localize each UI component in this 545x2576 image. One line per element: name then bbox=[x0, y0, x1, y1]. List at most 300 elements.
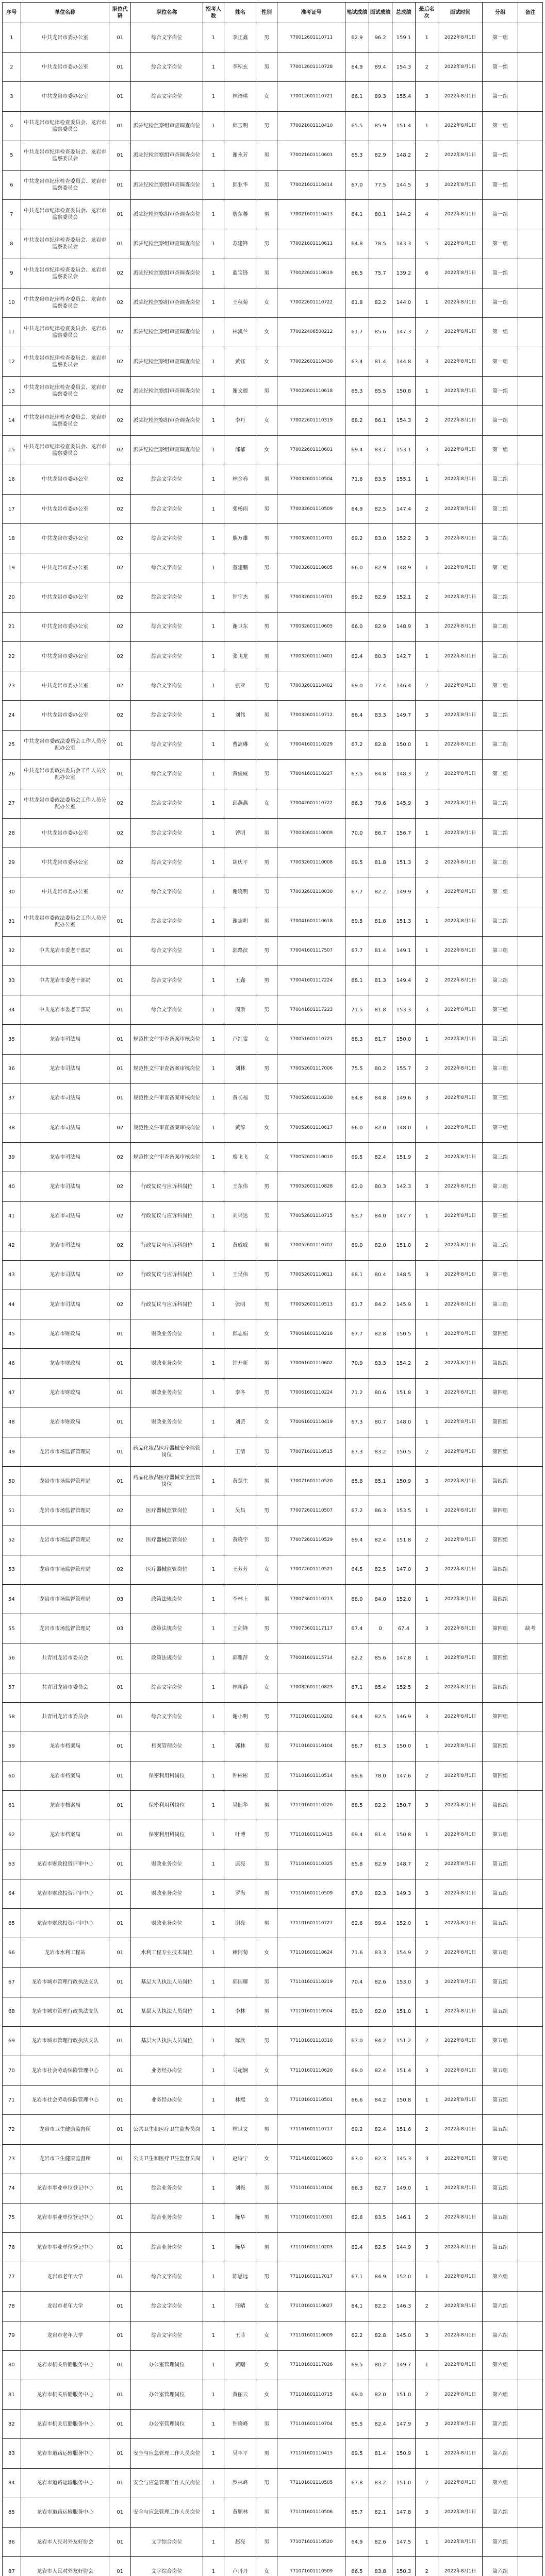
cell-written: 67.8 bbox=[345, 2468, 369, 2498]
table-row bbox=[3, 2262, 543, 2292]
cell-rank: 3 bbox=[416, 524, 438, 553]
cell-unit-code: 01 bbox=[109, 2115, 131, 2144]
cell-name: 林语琪 bbox=[224, 82, 256, 111]
cell-exam-no: 771101601110220 bbox=[277, 1791, 345, 1820]
cell-position: 医疗器械监管岗位 bbox=[131, 1496, 203, 1526]
cell-interview: 81.7 bbox=[369, 1025, 392, 1054]
cell-rank: 1 bbox=[416, 730, 438, 759]
cell-unit-code: 01 bbox=[109, 2056, 131, 2085]
cell-unit-code: 02 bbox=[109, 377, 131, 406]
cell-interview-time: 2022年8月1日 bbox=[438, 1231, 483, 1260]
table-row bbox=[3, 2557, 543, 2576]
cell-interview-time: 2022年8月1日 bbox=[438, 1143, 483, 1172]
cell-written: 63.4 bbox=[345, 347, 369, 377]
cell-interview: 82.9 bbox=[369, 141, 392, 170]
cell-quota: 1 bbox=[203, 111, 224, 141]
cell-quota: 1 bbox=[203, 465, 224, 494]
cell-interview-time: 2022年8月1日 bbox=[438, 288, 483, 317]
cell-name: 张亚 bbox=[224, 671, 256, 701]
cell-interview-time: 2022年8月1日 bbox=[438, 1319, 483, 1349]
cell-remarks bbox=[518, 111, 543, 141]
cell-gender: 男 bbox=[256, 907, 277, 936]
cell-name: 陈欣 bbox=[224, 2026, 256, 2056]
cell-group: 第三组 bbox=[483, 1231, 518, 1260]
cell-interview: 82.0 bbox=[369, 2380, 392, 2410]
cell-quota: 1 bbox=[203, 819, 224, 848]
cell-interview-time: 2022年8月1日 bbox=[438, 1614, 483, 1643]
cell-written: 61.8 bbox=[345, 288, 369, 317]
cell-unit-code: 02 bbox=[109, 495, 131, 524]
cell-total: 149.7 bbox=[392, 701, 415, 730]
cell-gender: 男 bbox=[256, 1290, 277, 1319]
cell-interview-time: 2022年8月1日 bbox=[438, 2262, 483, 2292]
cell-group: 第五组 bbox=[483, 1909, 518, 1938]
cell-group: 第二组 bbox=[483, 641, 518, 671]
cell-unit: 龙岩市市场监督管理局 bbox=[21, 1467, 109, 1496]
cell-quota: 1 bbox=[203, 1584, 224, 1614]
cell-total: 150.8 bbox=[392, 2086, 415, 2115]
cell-interview-time: 2022年8月1日 bbox=[438, 23, 483, 53]
cell-seq: 4 bbox=[3, 111, 21, 141]
cell-gender: 男 bbox=[256, 23, 277, 53]
cell-unit: 龙岩市市场监督管理局 bbox=[21, 1584, 109, 1614]
cell-written: 64.1 bbox=[345, 200, 369, 229]
cell-interview-time: 2022年8月1日 bbox=[438, 2026, 483, 2056]
cell-written: 68.7 bbox=[345, 1732, 369, 1761]
cell-gender: 女 bbox=[256, 789, 277, 818]
cell-group: 第三组 bbox=[483, 995, 518, 1025]
cell-seq: 65 bbox=[3, 1909, 21, 1938]
table-row bbox=[3, 848, 543, 877]
cell-group: 第三组 bbox=[483, 1172, 518, 1201]
cell-name: 赖阿菊 bbox=[224, 1938, 256, 1968]
cell-written: 67.1 bbox=[345, 1673, 369, 1702]
cell-rank: 3 bbox=[416, 1702, 438, 1732]
cell-total: 151.4 bbox=[392, 111, 415, 141]
cell-position: 财政业务岗位 bbox=[131, 1408, 203, 1437]
cell-rank: 5 bbox=[416, 229, 438, 259]
table-row bbox=[3, 23, 543, 53]
cell-interview-time: 2022年8月1日 bbox=[438, 759, 483, 789]
cell-gender: 男 bbox=[256, 583, 277, 612]
table-row bbox=[3, 2468, 543, 2498]
cell-exam-no: 770072601110507 bbox=[277, 1496, 345, 1526]
cell-interview: 78.0 bbox=[369, 1761, 392, 1791]
cell-seq: 57 bbox=[3, 1673, 21, 1702]
cell-name: 郭路滨 bbox=[224, 936, 256, 965]
cell-group: 第二组 bbox=[483, 495, 518, 524]
cell-total: 151.3 bbox=[392, 907, 415, 936]
cell-written: 64.4 bbox=[345, 1702, 369, 1732]
table-row bbox=[3, 347, 543, 377]
cell-group: 第二组 bbox=[483, 701, 518, 730]
cell-interview: 81.4 bbox=[369, 347, 392, 377]
cell-interview: 82.0 bbox=[369, 1997, 392, 2026]
cell-exam-no: 771101601110219 bbox=[277, 1968, 345, 1997]
cell-position: 综合文字岗位 bbox=[131, 966, 203, 995]
cell-group: 第五组 bbox=[483, 1938, 518, 1968]
cell-gender: 男 bbox=[256, 1437, 277, 1467]
cell-unit-code: 01 bbox=[109, 1761, 131, 1791]
cell-unit: 中共龙岩市纪律检查委员会、龙岩市监察委员会 bbox=[21, 377, 109, 406]
cell-interview-time: 2022年8月1日 bbox=[438, 2321, 483, 2350]
header-col-rank: 最后名次 bbox=[416, 3, 438, 23]
cell-group: 第五组 bbox=[483, 1879, 518, 1908]
cell-name: 郭雅萍 bbox=[224, 1643, 256, 1673]
cell-total: 153.0 bbox=[392, 1968, 415, 1997]
interview-results-table bbox=[2, 2, 543, 2576]
cell-position: 综合文字岗位 bbox=[131, 848, 203, 877]
cell-seq: 49 bbox=[3, 1437, 21, 1467]
cell-group: 第二组 bbox=[483, 759, 518, 789]
cell-written: 63.0 bbox=[345, 2144, 369, 2174]
cell-quota: 1 bbox=[203, 2439, 224, 2468]
cell-interview-time: 2022年8月1日 bbox=[438, 583, 483, 612]
cell-exam-no: 770061601110216 bbox=[277, 1319, 345, 1349]
cell-rank: 1 bbox=[416, 1025, 438, 1054]
cell-remarks bbox=[518, 1378, 543, 1408]
cell-name: 陈思远 bbox=[224, 2262, 256, 2292]
cell-interview-time: 2022年8月1日 bbox=[438, 1290, 483, 1319]
cell-unit: 中共龙岩市委政法委员会工作人员分配办公室 bbox=[21, 907, 109, 936]
cell-interview: 82.6 bbox=[369, 2527, 392, 2556]
cell-interview: 84.8 bbox=[369, 1083, 392, 1113]
cell-unit-code: 01 bbox=[109, 1054, 131, 1083]
cell-exam-no: 770021601110601 bbox=[277, 141, 345, 170]
cell-interview: 82.4 bbox=[369, 2410, 392, 2439]
cell-group: 第一组 bbox=[483, 200, 518, 229]
cell-quota: 1 bbox=[203, 966, 224, 995]
table-row bbox=[3, 377, 543, 406]
cell-remarks bbox=[518, 1349, 543, 1378]
cell-unit-code: 01 bbox=[109, 2410, 131, 2439]
cell-gender: 男 bbox=[256, 2262, 277, 2292]
cell-written: 69.5 bbox=[345, 848, 369, 877]
cell-position: 综合文字岗位 bbox=[131, 819, 203, 848]
cell-interview: 80.1 bbox=[369, 200, 392, 229]
cell-unit-code: 02 bbox=[109, 1143, 131, 1172]
cell-unit-code: 01 bbox=[109, 2498, 131, 2527]
cell-group: 第一组 bbox=[483, 53, 518, 82]
cell-rank: 1 bbox=[416, 1319, 438, 1349]
cell-name: 谢文德 bbox=[224, 377, 256, 406]
cell-name: 黄淳 bbox=[224, 1113, 256, 1142]
cell-interview: 80.3 bbox=[369, 641, 392, 671]
cell-exam-no: 771101601110203 bbox=[277, 2233, 345, 2262]
cell-total: 150.3 bbox=[392, 2557, 415, 2576]
cell-rank: 2 bbox=[416, 966, 438, 995]
table-row bbox=[3, 1172, 543, 1201]
cell-name: 郭国耀 bbox=[224, 1968, 256, 1997]
cell-unit: 龙岩市档案局 bbox=[21, 1791, 109, 1820]
header-col-group: 分组 bbox=[483, 3, 518, 23]
cell-seq: 62 bbox=[3, 1820, 21, 1850]
cell-seq: 1 bbox=[3, 23, 21, 53]
cell-total: 142.7 bbox=[392, 641, 415, 671]
cell-interview-time: 2022年8月1日 bbox=[438, 229, 483, 259]
cell-rank: 2 bbox=[416, 1761, 438, 1791]
cell-unit: 中共龙岩市纪律检查委员会、龙岩市监察委员会 bbox=[21, 229, 109, 259]
cell-position: 综合文字岗位 bbox=[131, 612, 203, 641]
cell-quota: 1 bbox=[203, 1231, 224, 1260]
cell-unit: 龙岩市财政投资评审中心 bbox=[21, 1879, 109, 1908]
cell-name: 刘芸 bbox=[224, 1408, 256, 1437]
cell-quota: 1 bbox=[203, 2468, 224, 2498]
cell-interview: 83.2 bbox=[369, 2468, 392, 2498]
cell-unit: 中共龙岩市委政法委员会工作人员分配办公室 bbox=[21, 759, 109, 789]
cell-unit-code: 02 bbox=[109, 1113, 131, 1142]
table-row bbox=[3, 1113, 543, 1142]
cell-interview-time: 2022年8月1日 bbox=[438, 966, 483, 995]
cell-remarks bbox=[518, 1584, 543, 1614]
cell-unit: 共青团龙岩市委员会 bbox=[21, 1702, 109, 1732]
cell-remarks bbox=[518, 877, 543, 907]
cell-unit: 中共龙岩市纪律检查委员会、龙岩市监察委员会 bbox=[21, 111, 109, 141]
cell-interview: 80.7 bbox=[369, 1408, 392, 1437]
cell-gender: 男 bbox=[256, 1820, 277, 1850]
cell-exam-no: 770071601110520 bbox=[277, 1467, 345, 1496]
cell-quota: 1 bbox=[203, 1732, 224, 1761]
cell-exam-no: 770052601110617 bbox=[277, 1113, 345, 1142]
cell-quota: 1 bbox=[203, 2203, 224, 2232]
cell-quota: 1 bbox=[203, 495, 224, 524]
cell-name: 王东伟 bbox=[224, 1172, 256, 1201]
cell-group: 第二组 bbox=[483, 730, 518, 759]
cell-remarks bbox=[518, 1968, 543, 1997]
cell-unit: 龙岩市社会劳动保险管理中心 bbox=[21, 2056, 109, 2085]
cell-unit-code: 01 bbox=[109, 2203, 131, 2232]
cell-unit-code: 01 bbox=[109, 200, 131, 229]
table-row bbox=[3, 2174, 543, 2203]
cell-name: 谢卫东 bbox=[224, 612, 256, 641]
cell-total: 146.9 bbox=[392, 1702, 415, 1732]
header-col-unit-code: 职位代码 bbox=[109, 3, 131, 23]
cell-name: 林金春 bbox=[224, 465, 256, 494]
cell-interview: 82.2 bbox=[369, 2292, 392, 2321]
cell-exam-no: 770073601117117 bbox=[277, 1614, 345, 1643]
cell-unit: 龙岩市司法局 bbox=[21, 1083, 109, 1113]
cell-position: 文字综合岗位 bbox=[131, 2557, 203, 2576]
table-row bbox=[3, 1143, 543, 1172]
cell-exam-no: 770032601110701 bbox=[277, 583, 345, 612]
table-row bbox=[3, 2498, 543, 2527]
cell-unit-code: 02 bbox=[109, 671, 131, 701]
cell-remarks bbox=[518, 2203, 543, 2232]
cell-position: 综合文字岗位 bbox=[131, 759, 203, 789]
cell-quota: 1 bbox=[203, 1172, 224, 1201]
cell-rank: 2 bbox=[416, 2468, 438, 2498]
cell-rank: 2 bbox=[416, 1526, 438, 1555]
cell-position: 安全与应急管理工作人员岗位 bbox=[131, 2498, 203, 2527]
cell-group: 第四组 bbox=[483, 1584, 518, 1614]
table-row bbox=[3, 1290, 543, 1319]
table-row bbox=[3, 1408, 543, 1437]
cell-unit-code: 01 bbox=[109, 1083, 131, 1113]
cell-unit-code: 02 bbox=[109, 1496, 131, 1526]
cell-group: 第二组 bbox=[483, 671, 518, 701]
cell-rank: 3 bbox=[416, 1083, 438, 1113]
cell-unit: 中共龙岩市纪律检查委员会、龙岩市监察委员会 bbox=[21, 347, 109, 377]
cell-quota: 1 bbox=[203, 2292, 224, 2321]
cell-interview: 96.2 bbox=[369, 23, 392, 53]
cell-unit: 龙岩市档案局 bbox=[21, 1761, 109, 1791]
cell-position: 综合文字岗位 bbox=[131, 524, 203, 553]
cell-interview: 0 bbox=[369, 1614, 392, 1643]
cell-seq: 39 bbox=[3, 1143, 21, 1172]
cell-interview-time: 2022年8月1日 bbox=[438, 1997, 483, 2026]
cell-unit: 龙岩市司法局 bbox=[21, 1290, 109, 1319]
cell-exam-no: 771101601110715 bbox=[277, 2380, 345, 2410]
cell-written: 61.7 bbox=[345, 1290, 369, 1319]
table-row bbox=[3, 465, 543, 494]
cell-remarks bbox=[518, 789, 543, 818]
cell-interview-time: 2022年8月1日 bbox=[438, 789, 483, 818]
cell-unit-code: 01 bbox=[109, 1850, 131, 1879]
table-row bbox=[3, 2203, 543, 2232]
cell-interview: 83.3 bbox=[369, 1349, 392, 1378]
table-row bbox=[3, 701, 543, 730]
cell-total: 149.7 bbox=[392, 2350, 415, 2380]
cell-total: 155.4 bbox=[392, 82, 415, 111]
cell-gender: 男 bbox=[256, 1260, 277, 1290]
cell-total: 148.2 bbox=[392, 141, 415, 170]
cell-rank: 1 bbox=[416, 23, 438, 53]
cell-unit: 龙岩市老年大学 bbox=[21, 2262, 109, 2292]
cell-written: 61.7 bbox=[345, 317, 369, 347]
cell-exam-no: 771101601110104 bbox=[277, 1732, 345, 1761]
cell-interview-time: 2022年8月1日 bbox=[438, 1113, 483, 1142]
cell-seq: 75 bbox=[3, 2203, 21, 2232]
cell-remarks bbox=[518, 377, 543, 406]
cell-name: 王秋菊 bbox=[224, 288, 256, 317]
cell-quota: 1 bbox=[203, 141, 224, 170]
cell-unit-code: 01 bbox=[109, 2026, 131, 2056]
cell-interview: 77.4 bbox=[369, 671, 392, 701]
cell-interview-time: 2022年8月1日 bbox=[438, 1054, 483, 1083]
cell-written: 65.5 bbox=[345, 111, 369, 141]
cell-exam-no: 771101601117026 bbox=[277, 2350, 345, 2380]
cell-gender: 男 bbox=[256, 524, 277, 553]
cell-quota: 1 bbox=[203, 2557, 224, 2576]
cell-quota: 1 bbox=[203, 1526, 224, 1555]
cell-remarks bbox=[518, 848, 543, 877]
cell-seq: 36 bbox=[3, 1054, 21, 1083]
cell-remarks bbox=[518, 82, 543, 111]
cell-interview-time: 2022年8月1日 bbox=[438, 435, 483, 465]
cell-written: 65.8 bbox=[345, 1467, 369, 1496]
cell-interview: 82.8 bbox=[369, 2321, 392, 2350]
cell-quota: 1 bbox=[203, 1319, 224, 1349]
cell-unit-code: 03 bbox=[109, 1584, 131, 1614]
cell-interview: 85.5 bbox=[369, 377, 392, 406]
table-row bbox=[3, 1025, 543, 1054]
cell-unit: 中共龙岩市纪律检查委员会、龙岩市监察委员会 bbox=[21, 200, 109, 229]
cell-total: 150.8 bbox=[392, 377, 415, 406]
cell-position: 规范性文件审查备案审核岗位 bbox=[131, 1113, 203, 1142]
cell-name: 刘振 bbox=[224, 2174, 256, 2203]
cell-exam-no: 770052601110715 bbox=[277, 1201, 345, 1231]
cell-exam-no: 770032601110030 bbox=[277, 877, 345, 907]
cell-name: 赵亮 bbox=[224, 2527, 256, 2556]
cell-exam-no: 771101601110325 bbox=[277, 1850, 345, 1879]
cell-group: 第四组 bbox=[483, 1673, 518, 1702]
cell-interview: 89.3 bbox=[369, 82, 392, 111]
cell-rank: 3 bbox=[416, 170, 438, 199]
cell-total: 152.5 bbox=[392, 1673, 415, 1702]
cell-rank: 1 bbox=[416, 1820, 438, 1850]
cell-total: 150.0 bbox=[392, 1732, 415, 1761]
cell-quota: 1 bbox=[203, 377, 224, 406]
cell-quota: 1 bbox=[203, 53, 224, 82]
cell-unit-code: 01 bbox=[109, 2174, 131, 2203]
cell-interview: 82.9 bbox=[369, 1850, 392, 1879]
cell-rank: 2 bbox=[416, 53, 438, 82]
cell-unit: 龙岩市卫生健康监督所 bbox=[21, 2144, 109, 2174]
cell-name: 叶博 bbox=[224, 1820, 256, 1850]
cell-position: 派驻纪检监察组审查调查岗位 bbox=[131, 377, 203, 406]
cell-remarks bbox=[518, 23, 543, 53]
cell-exam-no: 771101601110506 bbox=[277, 2498, 345, 2527]
cell-interview-time: 2022年8月1日 bbox=[438, 2557, 483, 2576]
cell-position: 财政业务岗位 bbox=[131, 1850, 203, 1879]
cell-written: 67.0 bbox=[345, 2026, 369, 2056]
cell-interview-time: 2022年8月1日 bbox=[438, 1025, 483, 1054]
cell-unit-code: 01 bbox=[109, 2527, 131, 2556]
cell-unit-code: 01 bbox=[109, 1437, 131, 1467]
cell-unit: 龙岩市城市管理行政执法支队 bbox=[21, 1968, 109, 1997]
cell-unit-code: 01 bbox=[109, 170, 131, 199]
cell-position: 综合文字岗位 bbox=[131, 53, 203, 82]
cell-group: 第五组 bbox=[483, 2115, 518, 2144]
cell-rank: 3 bbox=[416, 1879, 438, 1908]
cell-seq: 38 bbox=[3, 1113, 21, 1142]
cell-unit: 共青团龙岩市委员会 bbox=[21, 1673, 109, 1702]
cell-interview-time: 2022年8月1日 bbox=[438, 1820, 483, 1850]
cell-remarks bbox=[518, 170, 543, 199]
cell-exam-no: 770041601110618 bbox=[277, 907, 345, 936]
cell-exam-no: 770032601110605 bbox=[277, 612, 345, 641]
cell-rank: 4 bbox=[416, 200, 438, 229]
cell-exam-no: 771101601110415 bbox=[277, 1820, 345, 1850]
cell-remarks bbox=[518, 759, 543, 789]
cell-name: 李丹 bbox=[224, 406, 256, 435]
cell-position: 办公室管理岗位 bbox=[131, 2350, 203, 2380]
cell-unit-code: 03 bbox=[109, 1614, 131, 1643]
cell-unit: 龙岩市人民对外友好协会 bbox=[21, 2557, 109, 2576]
cell-interview-time: 2022年8月1日 bbox=[438, 1467, 483, 1496]
cell-unit-code: 01 bbox=[109, 1378, 131, 1408]
cell-unit: 龙岩市事业单位登记中心 bbox=[21, 2233, 109, 2262]
cell-interview-time: 2022年8月1日 bbox=[438, 2144, 483, 2174]
cell-seq: 30 bbox=[3, 877, 21, 907]
cell-written: 65.8 bbox=[345, 1850, 369, 1879]
cell-written: 65.5 bbox=[345, 2410, 369, 2439]
cell-unit: 龙岩市城市管理行政执法支队 bbox=[21, 1997, 109, 2026]
cell-total: 149.3 bbox=[392, 1879, 415, 1908]
cell-total: 148.0 bbox=[392, 1113, 415, 1142]
cell-remarks bbox=[518, 583, 543, 612]
cell-name: 邱业华 bbox=[224, 170, 256, 199]
cell-unit: 龙岩市档案局 bbox=[21, 1820, 109, 1850]
cell-group: 第五组 bbox=[483, 2056, 518, 2085]
cell-quota: 1 bbox=[203, 1968, 224, 1997]
cell-interview-time: 2022年8月1日 bbox=[438, 1791, 483, 1820]
cell-gender: 女 bbox=[256, 2350, 277, 2380]
cell-seq: 74 bbox=[3, 2174, 21, 2203]
cell-rank: 1 bbox=[416, 641, 438, 671]
cell-remarks bbox=[518, 1879, 543, 1908]
cell-remarks bbox=[518, 1290, 543, 1319]
